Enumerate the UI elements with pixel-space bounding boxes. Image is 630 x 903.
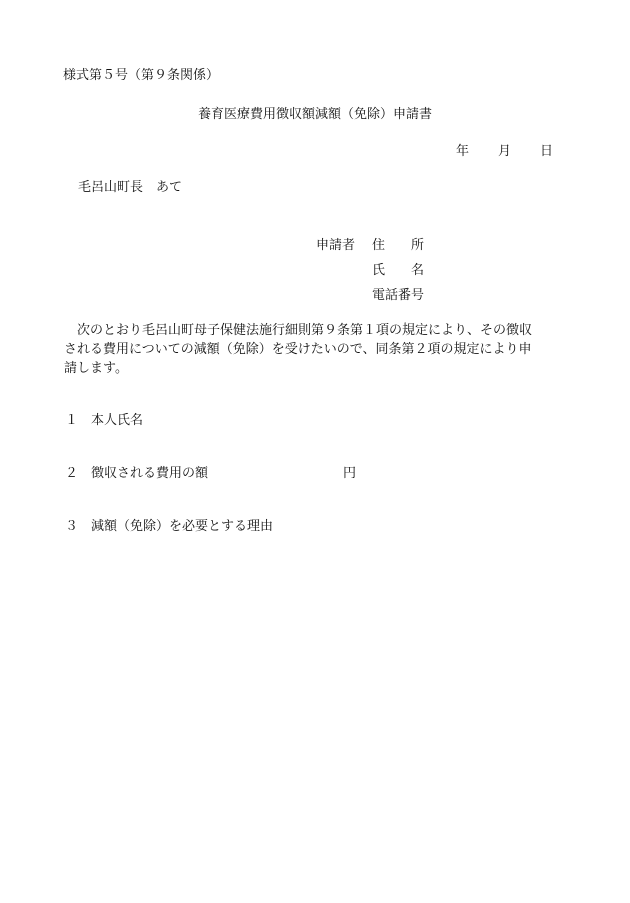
applicant-address-label: 住 所: [372, 238, 425, 253]
addressee: 毛呂山町長 あて: [78, 180, 183, 195]
item-1-label: 本人氏名: [91, 413, 144, 428]
applicant-phone-label: 電話番号: [372, 288, 425, 303]
item-3-label: 減額（免除）を必要とする理由: [91, 519, 274, 534]
body-line-1: 次のとおり毛呂山町母子保健法施行細則第９条第１項の規定により、その徴収: [77, 323, 533, 338]
item-1-number: １: [65, 413, 79, 428]
item-2-yen-unit: 円: [343, 466, 357, 481]
applicant-label: 申請者: [316, 238, 356, 253]
date-year-label: 年: [456, 144, 470, 159]
applicant-name-label: 氏 名: [372, 263, 425, 278]
body-line-3: 請します。: [64, 361, 128, 376]
date-day-label: 日: [540, 144, 554, 159]
item-2-number: ２: [65, 466, 79, 481]
item-3-number: ３: [65, 519, 79, 534]
date-month-label: 月: [498, 144, 512, 159]
body-line-2: される費用についての減額（免除）を受けたいので、同条第２項の規定により申: [64, 342, 532, 357]
application-body-text: [64, 321, 579, 378]
item-2-label: 徴収される費用の額: [91, 466, 209, 481]
form-title: 養育医療費用徴収額減額（免除）申請書: [197, 107, 432, 122]
form-header: 様式第５号（第９条関係）: [63, 68, 220, 83]
